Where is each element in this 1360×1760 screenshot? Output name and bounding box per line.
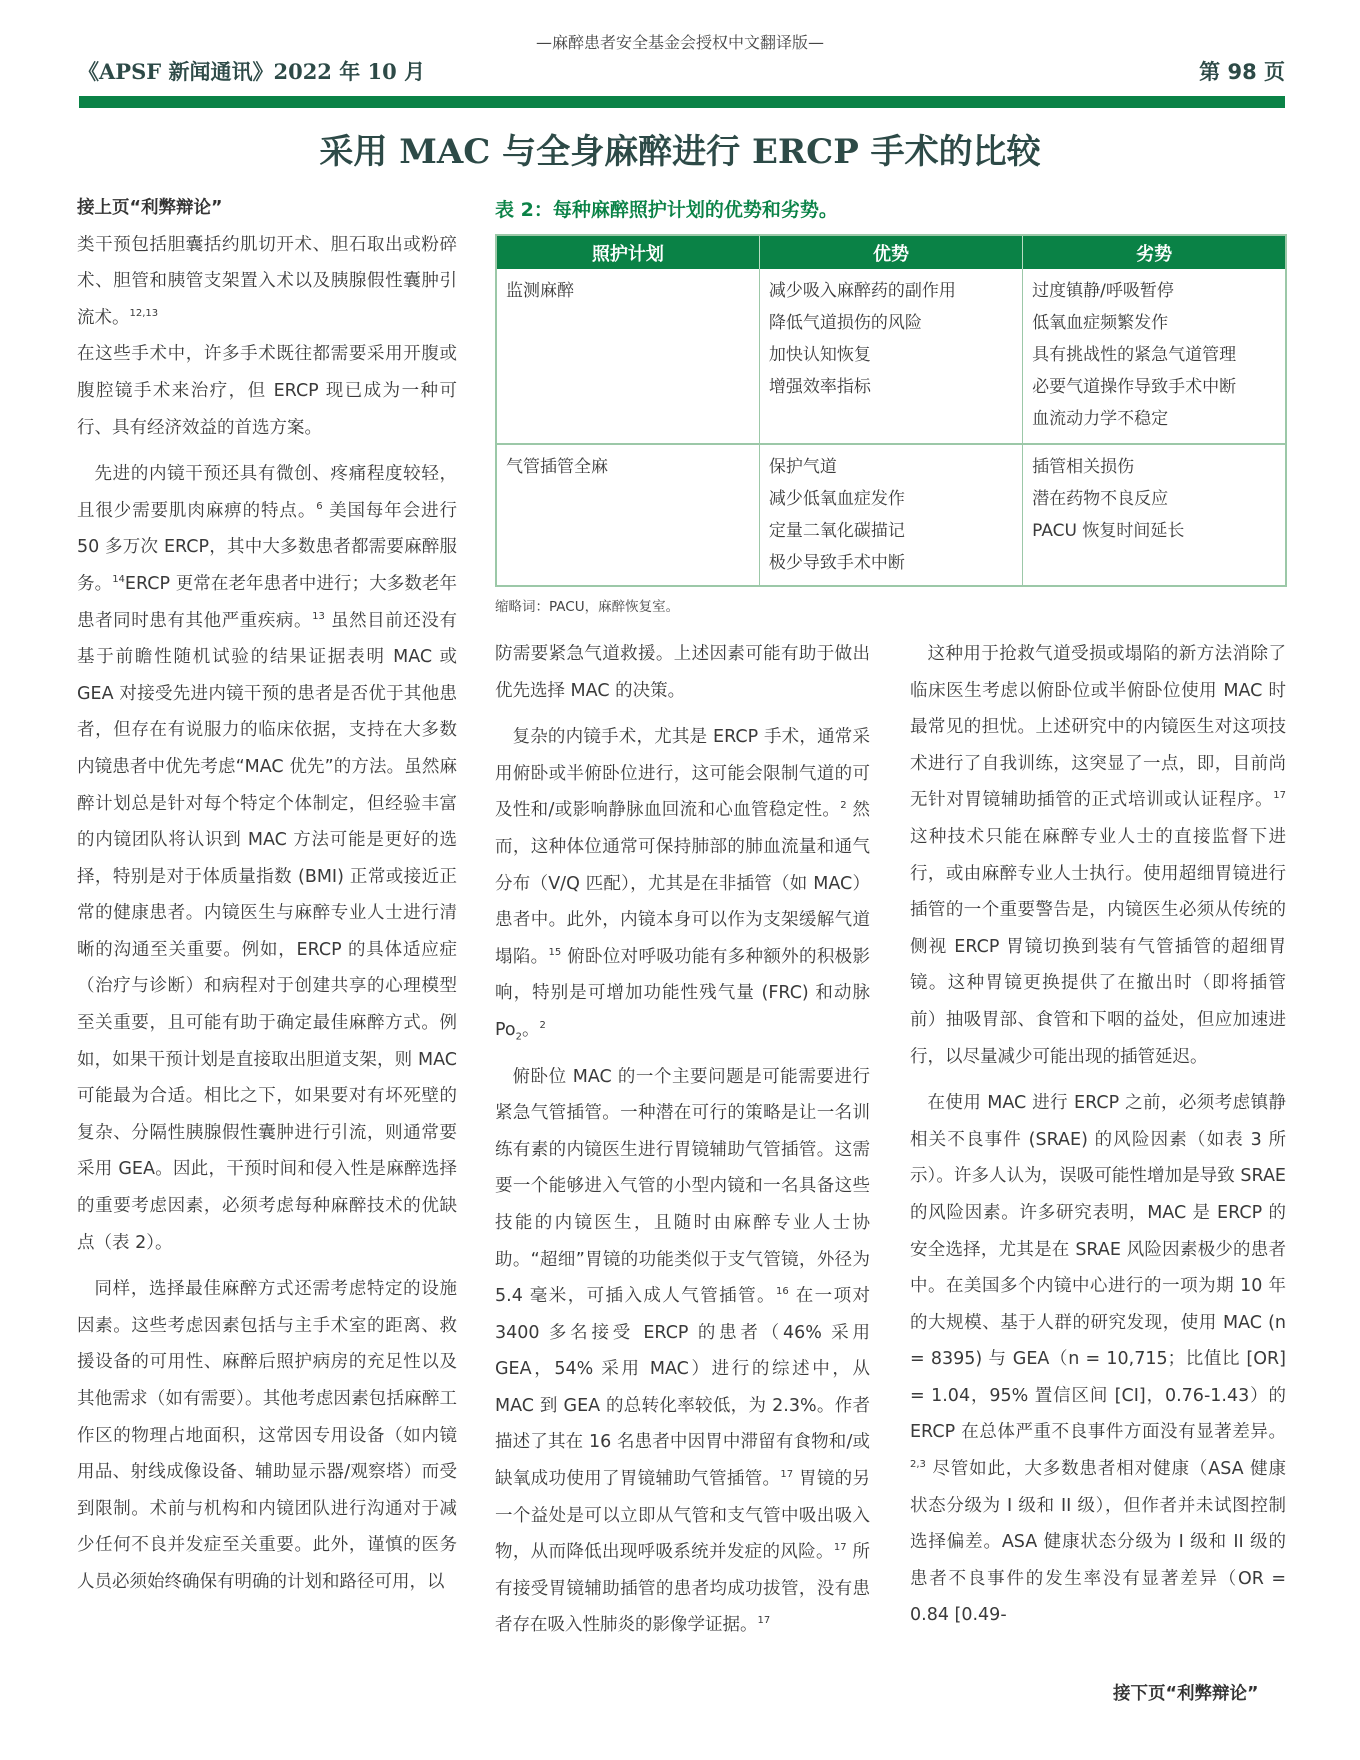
subscript: 2 [515, 1031, 523, 1043]
right-column [910, 636, 1286, 1644]
article-title: 采用 MAC 与全身麻醉进行 ERCP 手术的比较 [319, 132, 1041, 172]
left-column [77, 190, 457, 1611]
citation: 13 [312, 610, 325, 622]
advantage-item: 定量二氧化碳描记 [768, 521, 905, 541]
citation: 16 [775, 1286, 789, 1298]
paragraph-text: 同样，选择最佳麻醉方式还需考虑特定的设施因素。这些考虑因素包括与主手术室的距离、救援设备的可用性、麻醉后照护病房的充足性以及其他需求（如有需要）。其他考虑因素包括麻醉工作区的物理占地面积，这常因专用设备（如内镜用品、射线成像设备、辅助显示器/观察塔）而受到限制。术前与机构和内镜团队进行沟通对于减少任何不良并发症至关重要。此外，谨慎的医务人员必须始终确保有明确的计划和路径可用，以 [77, 1279, 457, 1592]
advantage-item: 极少导致手术中断 [768, 553, 905, 573]
paragraph-text: 这种用于抢救气道受损或塌陷的新方法消除了临床医生考虑以俯卧位或半俯卧位使用 MAC 时最常见的担忧。上述研究中的内镜医生对这项技术进行了自我训练，这突显了一点，即，目前尚无针对胃镜辅助插管的正式培训或认证程序。 [910, 644, 1286, 811]
paragraph-text: 在一项对 3400 多名接受 ERCP 的患者（46% 采用 GEA，54% 采用 MAC）进行的综述中，从 MAC 到 GEA 的总转化率较低，为 2.3%。作者描述了其在 16 名患者中因胃中滞留有食物和/或缺氧成功使用了胃镜辅助气管插管。 [495, 1286, 870, 1490]
disadvantage-item: 低氧血症频繁发作 [1032, 313, 1169, 333]
disadvantages-cell [1023, 444, 1286, 586]
paragraph-text: 虽然目前还没有基于前瞻性随机试验的结果证据表明 MAC 或 GEA 对接受先进内镜干预的患者是否优于其他患者，但存在有说服力的临床依据，支持在大多数内镜患者中优先考虑“MAC 优先”的方法。虽然麻醉计划总是针对每个特定个体制定，但经验丰富的内镜团队将认识到 MAC 方法可能是更好的选择，特别是对于体质量指数 (BMI) 正常或接近正常的健康患者。内镜医生与麻醉专业人士进行清晰的沟通至关重要。例如，ERCP 的具体适应症（治疗与诊断）和病程对于创建共享的心理模型至关重要，且可能有助于确定最佳麻醉方式。例如，如果干预计划是直接取出胆道支架，则 MAC 可能最为合适。相比之下，如果要对有坏死壁的复杂、分隔性胰腺假性囊肿进行引流，则通常要采用 GEA。因此，干预时间和侵入性是麻醉选择的重要考虑因素，必须考虑每种麻醉技术的优缺点（表 2）。 [77, 610, 458, 1253]
continued-on-label: 接下页“利弊辩论” [1113, 1684, 1259, 1704]
paragraph-text: 尽管如此，大多数患者相对健康（ASA 健康状态分级为 I 级和 II 级），但作者并未试图控制选择偏差。ASA 健康状态分级为 I 级和 II 级的患者不良事件的发生率没有显著差异（OR = 0.84 [0.49- [910, 1459, 1286, 1626]
advantage-item: 减少低氧血症发作 [768, 489, 905, 509]
table-caption: 表 2：每种麻醉照护计划的优势和劣势。 [495, 199, 838, 221]
citation: 2 [539, 1019, 546, 1031]
column-header: 优势 [759, 235, 1022, 269]
plan-cell [496, 269, 759, 444]
advantage-item: 加快认知恢复 [768, 345, 871, 365]
paragraph-text: 然而，这种体位通常可保持肺部的肺血流量和通气分布（V/Q 匹配），尤其是在非插管（如 MAC）患者中。此外，内镜本身可以作为支架缓解气道塌陷。 [495, 800, 870, 967]
column-header: 劣势 [1023, 235, 1286, 269]
citation: 2,3 [910, 1459, 926, 1471]
citation: 6 [316, 500, 323, 512]
paragraph-text: 类干预包括胆囊括约肌切开术、胆石取出或粉碎术、胆管和胰管支架置入术以及胰腺假性囊肿引流术。 [77, 234, 457, 328]
paragraph-text: 所有接受胃镜辅助插管的患者均成功拔管，没有患者存在吸入性肺炎的影像学证据。 [495, 1542, 870, 1636]
paragraph-text: 复杂的内镜手术，尤其是 ERCP 手术，通常采用俯卧或半俯卧位进行，这可能会限制气道的可及性和/或影响静脉血回流和心血管稳定性。 [495, 727, 870, 821]
citation: 17 [757, 1615, 771, 1627]
paragraph-text: 俯卧位 MAC 的一个主要问题是可能需要进行紧急气管插管。一种潜在可行的策略是让一名训练有素的内镜医生进行胃镜辅助气管插管。这需要一个能够进入气管的小型内镜和一名具备这些技能的内镜医生，且随时由麻醉专业人士协助。“超细”胃镜的功能类似于支气管镜，外径为 5.4 毫米，可插入成人气管插管。 [495, 1066, 870, 1307]
table-row [496, 269, 1286, 444]
column-header: 照护计划 [496, 235, 759, 269]
table-header-row [496, 235, 1286, 269]
citation: 14 [112, 573, 125, 585]
advantage-item: 减少吸入麻醉药的副作用 [768, 281, 956, 301]
paragraph-text: 美国每年会进行 50 多万次 ERCP，其中大多数患者都需要麻醉服务。 [77, 500, 458, 594]
advantages-cell [759, 444, 1022, 586]
disadvantage-item: 具有挑战性的紧急气道管理 [1032, 345, 1237, 365]
advantage-item: 保护气道 [768, 457, 837, 477]
citation: 2 [840, 800, 847, 812]
paragraph-text: 俯卧位对呼吸功能有多种额外的积极影响，特别是可增加功能性残气量 (FRC) 和动脉 Po [495, 946, 871, 1040]
advantage-item: 增强效率指标 [768, 377, 871, 397]
disadvantage-item: 必要气道操作导致手术中断 [1032, 377, 1237, 397]
paragraph-text: 在这些手术中，许多手术既往都需要采用开腹或腹腔镜手术来治疗，但 ERCP 现已成为一种可行、具有经济效益的首选方案。 [77, 344, 457, 438]
continued-from-label: 接上页“利弊辩论” [77, 198, 223, 218]
disadvantage-item: 血流动力学不稳定 [1032, 409, 1169, 429]
paragraph-text: ERCP 更常在老年患者中进行；大多数老年患者同时患有其他严重疾病。 [77, 573, 458, 631]
paragraph-text: 这种技术只能在麻醉专业人士的直接监督下进行，或由麻醉专业人士执行。使用超细胃镜进行插管的一个重要警告是，内镜医生必须从传统的侧视 ERCP 胃镜切换到装有气管插管的超细胃镜。这种胃镜更换提供了在撤出时（即将插管前）抽吸胃部、食管和下咽的益处，但应加速进行，以尽量减少可能出现的插管延迟。 [910, 826, 1286, 1067]
paragraph-text: 。 [522, 1019, 540, 1040]
disadvantage-item: 潜在药物不良反应 [1032, 489, 1169, 509]
citation: 15 [548, 946, 562, 958]
header-divider-bar [79, 96, 1285, 108]
table-row [496, 444, 1286, 586]
advantage-item: 降低气道损伤的风险 [768, 313, 922, 333]
paragraph-text: 胃镜的另一个益处是可以立即从气管和支气管中吸出吸入物，从而降低出现呼吸系统并发症的风险。 [495, 1469, 871, 1563]
advantages-disadvantages-table [495, 234, 1287, 587]
page-number: 第 98 页 [1199, 60, 1285, 84]
table-abbreviations: 缩略词：PACU，麻醉恢复室。 [495, 599, 680, 615]
plan-name: 监测麻醉 [506, 281, 574, 301]
paragraph-text: 防需要紧急气道救援。上述因素可能有助于做出优先选择 MAC 的决策。 [495, 644, 870, 701]
advantages-cell [759, 269, 1022, 444]
publication-title: 《APSF 新闻通讯》2022 年 10 月 [78, 59, 426, 84]
plan-name: 气管插管全麻 [506, 457, 608, 477]
citation: 17 [1273, 790, 1286, 802]
paragraph-text: 先进的内镜干预还具有微创、疼痛程度较轻，且很少需要肌肉麻痹的特点。 [77, 464, 457, 521]
plan-cell [496, 444, 759, 586]
middle-column [495, 636, 870, 1654]
paragraph-text: 在使用 MAC 进行 ERCP 之前，必须考虑镇静相关不良事件 (SRAE) 的风险因素（如表 3 所示）。许多人认为，误吸可能性增加是导致 SRAE 的风险因素。许多研究表明，MAC 是 ERCP 的安全选择，尤其是在 SRAE 风险因素极少的患者中。在美国多个内镜中心进行的一项为期 10 年的大规模、基于人群的研究发现，使用 MAC (n = 8395) 与 GEA（n = 10,715；比值比 [OR] = 1.04，95% 置信区间 [CI]，0.76-1.43）的 ERCP 在总体严重不良事件方面没有显著差异。 [910, 1093, 1286, 1443]
citation: 17 [780, 1469, 794, 1481]
citation: 17 [833, 1542, 847, 1554]
disadvantages-cell [1023, 269, 1286, 444]
citation: 12,13 [129, 307, 159, 319]
disadvantage-item: 插管相关损伤 [1032, 457, 1135, 477]
disadvantage-item: 过度镇静/呼吸暂停 [1032, 281, 1174, 301]
translation-notice: —麻醉患者安全基金会授权中文翻译版— [535, 33, 824, 52]
disadvantage-item: PACU 恢复时间延长 [1032, 521, 1185, 541]
